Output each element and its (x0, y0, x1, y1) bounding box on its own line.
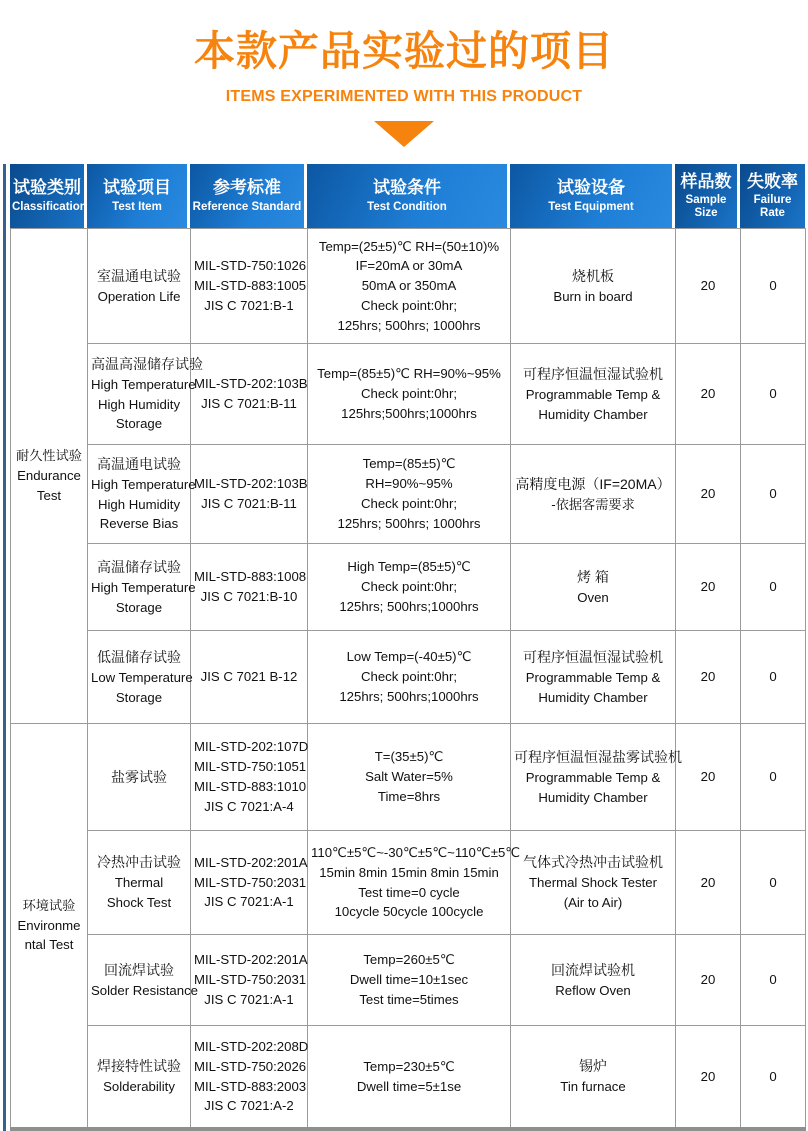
classification-line: 环境试验 (22, 897, 76, 913)
test-item-line: 高温通电试验 (97, 455, 181, 472)
column-header-label-cn: 试验项目 (103, 178, 171, 198)
test-equipment-cell (511, 831, 676, 935)
reference-standard-line: JIS C 7021:A-1 (204, 894, 294, 910)
test-condition-line: Time=8hrs (377, 788, 441, 804)
classification-cell (11, 724, 88, 1130)
reference-standard-line: JIS C 7021:A-4 (204, 798, 294, 814)
sample-size-cell: 20 (676, 935, 741, 1026)
reference-standard-line: MIL-STD-202:201A (194, 854, 308, 870)
classification-line: Test (36, 487, 62, 503)
test-condition-line: 110℃±5℃~-30℃±5℃~110℃±5℃ (311, 844, 521, 860)
test-condition-line: 125hrs; 500hrs; 1000hrs (337, 317, 481, 333)
column-header-test-equipment (510, 164, 675, 228)
failure-rate-cell: 0 (741, 631, 806, 724)
reference-standard-cell (191, 344, 308, 445)
column-header-label-cn: 试验设备 (557, 178, 625, 198)
test-table (10, 164, 805, 1131)
classification-line: Endurance (17, 468, 81, 484)
sample-size-cell: 20 (676, 831, 741, 935)
test-item-line: Solderability (103, 1079, 175, 1095)
test-equipment-line: 气体式冷热冲击试验机 (523, 854, 663, 871)
reference-standard-line: MIL-STD-750:1051 (194, 759, 307, 775)
test-condition-cell (308, 631, 511, 724)
test-equipment-cell (511, 445, 676, 544)
test-item-cell (88, 935, 199, 1026)
table-row (11, 831, 806, 935)
down-arrow-icon (374, 121, 434, 147)
reference-standard-cell (191, 229, 308, 344)
reference-standard-line: JIS C 7021:A-2 (204, 1098, 294, 1114)
test-condition-line: Low Temp=(-40±5)℃ (346, 649, 472, 665)
reference-standard-line: JIS C 7021:B-1 (204, 297, 294, 313)
test-item-line: 高温高湿储存试验 (91, 355, 203, 372)
test-item-cell (88, 1026, 191, 1130)
test-condition-line: Check point:0hr; (360, 496, 458, 512)
reference-standard-line: MIL-STD-202:103B (194, 476, 308, 492)
test-equipment-line: 烧机板 (572, 267, 614, 284)
test-equipment-line: Thermal Shock Tester (528, 875, 658, 891)
failure-rate-cell: 0 (741, 445, 806, 544)
test-equipment-line: Humidity Chamber (538, 406, 648, 422)
test-equipment-line: Humidity Chamber (538, 789, 648, 805)
test-item-cell (88, 831, 191, 935)
failure-rate-cell: 0 (741, 831, 806, 935)
test-equipment-line: -依据客需要求 (551, 496, 635, 512)
test-item-line: High Temperature (91, 579, 196, 595)
test-equipment-line: Tin furnace (560, 1079, 626, 1095)
test-condition-cell (308, 1026, 511, 1130)
test-item-line: 低温储存试验 (97, 648, 181, 665)
failure-rate-cell: 0 (741, 229, 806, 344)
reference-standard-cell (191, 935, 308, 1026)
test-equipment-cell (511, 724, 682, 831)
column-header-label-en: Test Item (112, 200, 162, 213)
test-condition-line: Check point:0hr; (360, 297, 458, 313)
table-rows (11, 229, 806, 1130)
test-item-line: 回流焊试验 (104, 961, 174, 978)
reference-standard-line: JIS C 7021:A-1 (204, 991, 294, 1007)
test-equipment-line: Oven (577, 589, 609, 605)
reference-standard-cell (191, 1026, 308, 1130)
test-condition-line: 125hrs; 500hrs;1000hrs (339, 598, 479, 614)
column-header-label-en: Test Condition (367, 200, 447, 213)
test-condition-cell (308, 344, 511, 445)
test-equipment-cell (511, 1026, 676, 1130)
test-condition-line: Temp=(85±5)℃ (362, 456, 456, 472)
test-item-line: 高温储存试验 (97, 558, 181, 575)
reference-standard-cell (191, 631, 308, 724)
reference-standard-line: JIS C 7021:B-11 (201, 496, 297, 512)
test-item-line: 室温通电试验 (97, 267, 181, 284)
sample-size-cell: 20 (676, 631, 741, 724)
test-condition-line: T=(35±5)℃ (374, 749, 444, 765)
failure-rate-cell: 0 (741, 1026, 806, 1130)
test-equipment-line: 高精度电源（IF=20MA） (515, 475, 671, 492)
failure-rate-cell: 0 (741, 724, 806, 831)
table-header-row (10, 164, 805, 228)
test-condition-cell (308, 445, 511, 544)
test-condition-line: Check point:0hr; (360, 669, 458, 685)
test-equipment-line: Reflow Oven (555, 982, 631, 998)
reference-standard-line: JIS C 7021:B-11 (201, 396, 297, 412)
test-equipment-cell (511, 344, 676, 445)
test-item-cell (88, 229, 191, 344)
test-equipment-line: 回流焊试验机 (551, 961, 635, 978)
test-item-line: Low Temperature (91, 669, 193, 685)
test-item-line: High Humidity (97, 396, 181, 412)
reference-standard-line: MIL-STD-750:1026 (194, 258, 307, 274)
test-condition-line: RH=90%~95% (365, 476, 453, 492)
reference-standard-line: JIS C 7021:B-10 (200, 589, 298, 605)
column-header-sample-size (675, 164, 740, 228)
sample-size-cell: 20 (676, 344, 741, 445)
test-equipment-cell (511, 229, 676, 344)
test-item-line: Storage (115, 599, 163, 615)
failure-rate-cell: 0 (741, 344, 806, 445)
test-item-line: Operation Life (97, 288, 181, 304)
classification-line: ntal Test (24, 937, 74, 953)
reference-standard-line: MIL-STD-883:1010 (194, 779, 307, 795)
column-header-label-en: Classification (12, 200, 87, 213)
test-item-line: Storage (115, 416, 163, 432)
table-row (11, 229, 806, 344)
page-title: 本款产品实验过的项目 (194, 27, 614, 75)
test-equipment-line: 可程序恒温恒湿试验机 (523, 648, 663, 665)
test-item-cell (88, 344, 203, 445)
test-condition-line: Temp=(25±5)℃ RH=(50±10)% (318, 238, 500, 254)
test-item-cell (88, 631, 191, 724)
test-equipment-line: Programmable Temp & (525, 769, 661, 785)
test-item-line: Reverse Bias (99, 516, 179, 532)
reference-standard-line: MIL-STD-883:1008 (194, 569, 307, 585)
table-row (11, 544, 806, 631)
column-header-label-en: Reference Standard (192, 200, 302, 213)
test-item-line: High Temperature (91, 376, 196, 392)
test-item-cell (88, 445, 196, 544)
sample-size-cell: 20 (676, 724, 741, 831)
test-condition-line: Check point:0hr; (360, 579, 458, 595)
test-equipment-line: Humidity Chamber (538, 689, 648, 705)
test-equipment-line: (Air to Air) (563, 895, 623, 911)
reference-standard-line: JIS C 7021 B-12 (200, 669, 298, 685)
test-equipment-line: 可程序恒温恒湿试验机 (523, 365, 663, 382)
column-header-classification (10, 164, 87, 228)
reference-standard-line: MIL-STD-750:2026 (194, 1058, 307, 1074)
column-header-reference-standard (190, 164, 307, 228)
sample-size-cell: 20 (676, 445, 741, 544)
test-condition-line: Dwell time=5±1se (356, 1078, 462, 1094)
sample-size-cell: 20 (676, 1026, 741, 1130)
test-condition-line: IF=20mA or 30mA (355, 258, 463, 274)
test-item-cell (88, 544, 196, 631)
test-item-line: Solder Resistance (91, 982, 199, 998)
classification-line: Environme (17, 917, 81, 933)
sample-size-cell: 20 (676, 229, 741, 344)
reference-standard-line: MIL-STD-202:103B (194, 376, 308, 392)
title-block (0, 0, 808, 147)
column-header-label-en: Failure Rate (753, 194, 792, 220)
test-condition-line: Salt Water=5% (365, 769, 453, 785)
failure-rate-cell: 0 (741, 544, 806, 631)
test-condition-line: Test time=5times (359, 991, 459, 1007)
test-condition-line: Temp=230±5℃ (363, 1058, 455, 1074)
table-row (11, 445, 806, 544)
test-equipment-line: Programmable Temp & (525, 669, 661, 685)
column-header-label-cn: 试验条件 (373, 178, 441, 198)
test-equipment-line: 可程序恒温恒湿盐雾试验机 (514, 748, 682, 765)
reference-standard-cell (191, 831, 308, 935)
test-condition-cell (308, 229, 511, 344)
reference-standard-cell (191, 724, 308, 831)
column-header-test-item (87, 164, 190, 228)
table-row (11, 724, 806, 831)
test-condition-line: 15min 8min 15min 8min 15min (319, 864, 499, 880)
test-equipment-cell (511, 631, 676, 724)
test-condition-line: Temp=(85±5)℃ RH=90%~95% (317, 366, 501, 382)
column-header-label-en: Sample Size (685, 194, 727, 220)
test-equipment-cell (511, 935, 676, 1026)
page-subtitle: ITEMS EXPERIMENTED WITH THIS PRODUCT (225, 88, 583, 106)
test-item-line: Storage (115, 689, 163, 705)
test-condition-cell (308, 935, 511, 1026)
reference-standard-line: MIL-STD-883:1005 (194, 278, 307, 294)
test-condition-line: 50mA or 350mA (361, 278, 457, 294)
reference-standard-cell (191, 445, 308, 544)
column-header-failure-rate (740, 164, 805, 228)
test-equipment-line: 烤 箱 (577, 568, 609, 585)
test-equipment-line: Programmable Temp & (525, 386, 661, 402)
test-condition-line: High Temp=(85±5)℃ (347, 559, 471, 575)
test-condition-line: 125hrs; 500hrs; 1000hrs (337, 515, 481, 531)
column-header-label-cn: 参考标准 (213, 178, 281, 198)
table-row (11, 935, 806, 1026)
test-condition-line: 10cycle 50cycle 100cycle (334, 904, 484, 920)
test-item-line: 冷热冲击试验 (97, 854, 181, 871)
column-header-label-cn: 样品数 (680, 171, 732, 191)
test-condition-line: Test time=0 cycle (358, 884, 460, 900)
test-condition-line: 125hrs;500hrs;1000hrs (341, 405, 477, 421)
test-equipment-line: 锡炉 (579, 1058, 607, 1075)
test-condition-cell (308, 544, 511, 631)
column-header-label-cn: 试验类别 (13, 178, 81, 198)
test-item-line: High Temperature (91, 476, 196, 492)
test-item-line: Thermal (114, 875, 164, 891)
reference-standard-line: MIL-STD-202:208D (194, 1038, 309, 1054)
table-body (10, 228, 806, 1131)
table-row (11, 631, 806, 724)
table-row (11, 1026, 806, 1130)
classification-cell (11, 229, 88, 724)
test-item-line: 焊接特性试验 (97, 1058, 181, 1075)
column-header-label-cn: 失败率 (747, 171, 798, 191)
table-row (11, 344, 806, 445)
test-condition-line: Check point:0hr; (360, 386, 458, 402)
reference-standard-line: MIL-STD-750:2031 (194, 874, 307, 890)
test-condition-line: 125hrs; 500hrs;1000hrs (339, 688, 479, 704)
test-item-line: Shock Test (106, 895, 172, 911)
test-condition-line: Dwell time=10±1sec (349, 972, 469, 988)
test-condition-cell (308, 831, 521, 935)
reference-standard-cell (191, 544, 308, 631)
column-header-test-condition (307, 164, 510, 228)
reference-standard-line: MIL-STD-750:2031 (194, 972, 307, 988)
sample-size-cell: 20 (676, 544, 741, 631)
test-item-line: High Humidity (97, 496, 181, 512)
test-item-cell (88, 724, 191, 831)
test-item-line: 盐雾试验 (111, 768, 167, 785)
reference-standard-line: MIL-STD-883:2003 (194, 1078, 307, 1094)
failure-rate-cell: 0 (741, 935, 806, 1026)
test-condition-line: Temp=260±5℃ (363, 952, 455, 968)
test-equipment-cell (511, 544, 676, 631)
test-condition-cell (308, 724, 511, 831)
classification-line: 耐久性试验 (16, 448, 82, 464)
test-equipment-line: Burn in board (553, 288, 633, 304)
reference-standard-line: MIL-STD-202:201A (194, 952, 308, 968)
column-header-label-en: Test Equipment (548, 200, 634, 213)
reference-standard-line: MIL-STD-202:107D (194, 739, 309, 755)
